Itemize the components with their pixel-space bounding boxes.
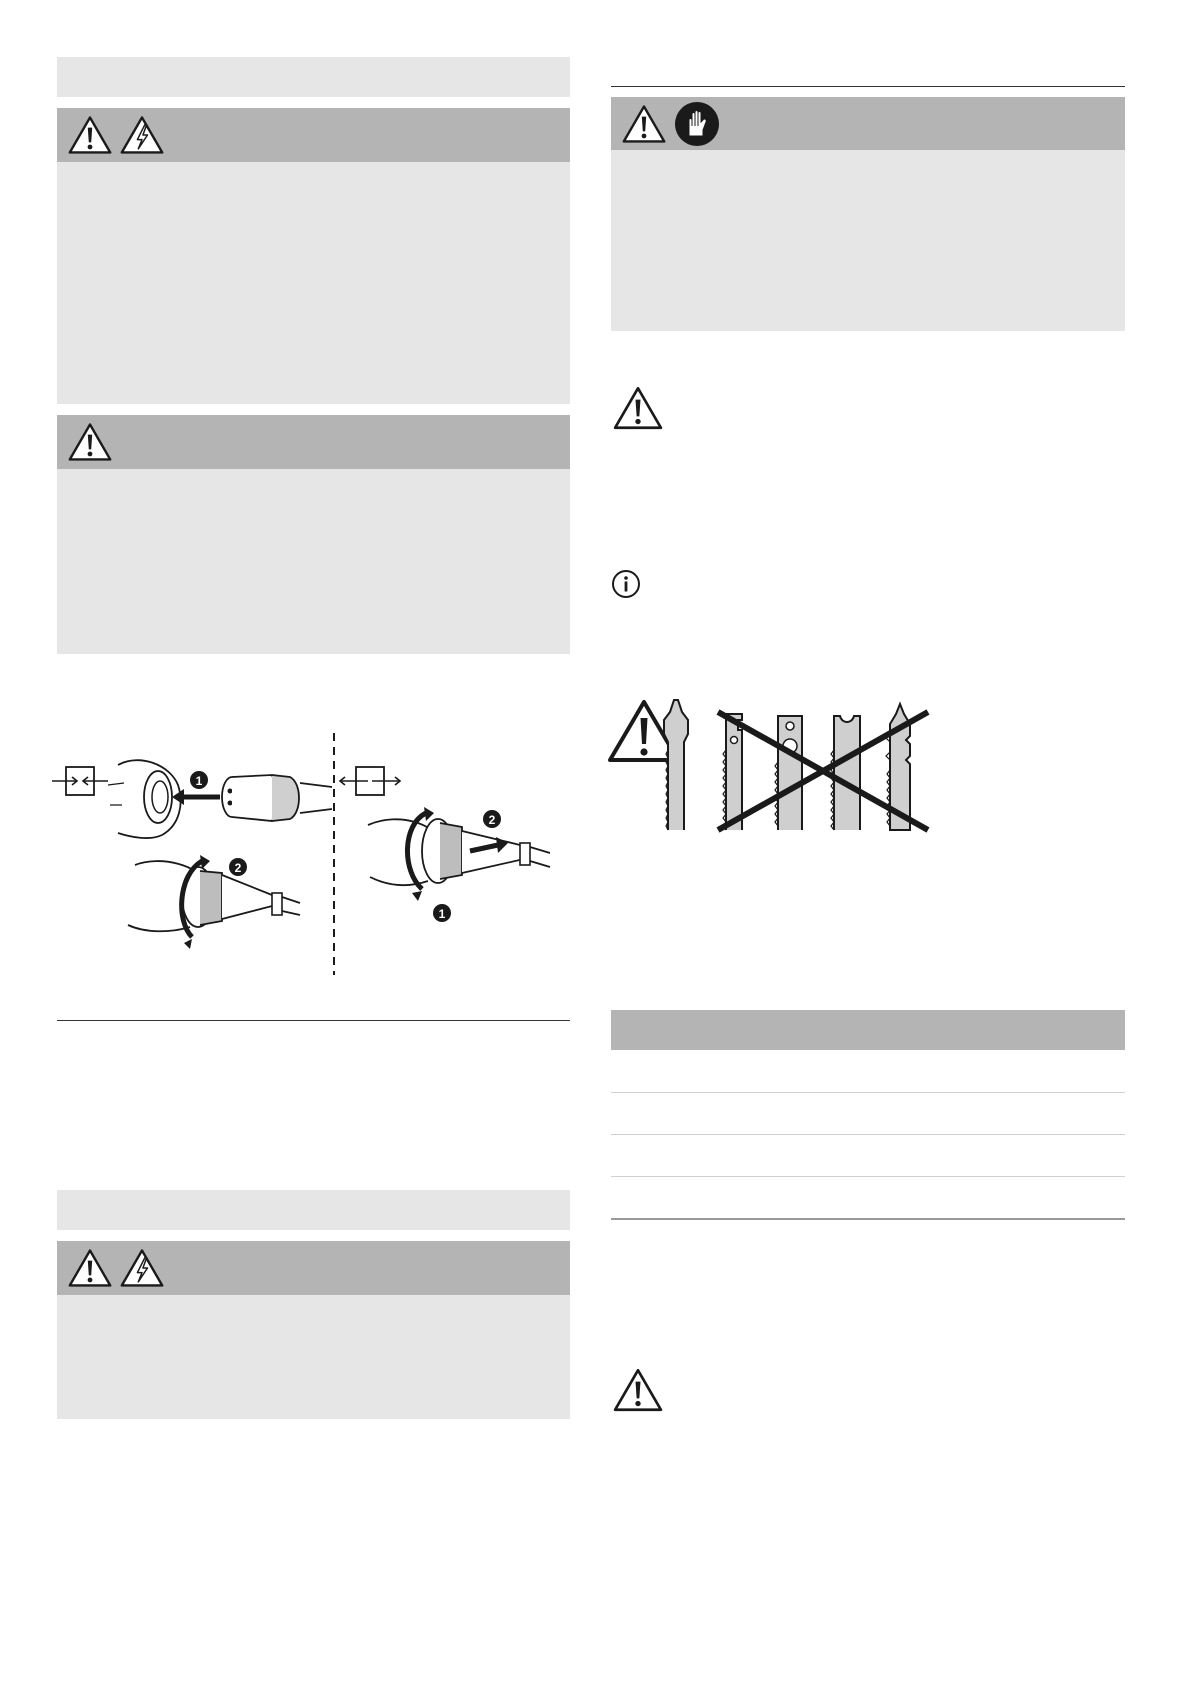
info-icon bbox=[611, 569, 641, 599]
table-row-divider bbox=[611, 1134, 1125, 1135]
table-row bbox=[611, 1097, 1125, 1133]
subsection-text bbox=[57, 1030, 570, 1160]
notched-blade bbox=[831, 716, 860, 830]
cable-plug bbox=[222, 775, 332, 821]
table-row bbox=[611, 1181, 1125, 1217]
electric-shock-icon bbox=[119, 114, 165, 156]
table-row bbox=[611, 1139, 1125, 1175]
section-header-bar-2 bbox=[57, 1190, 570, 1230]
warning-triangle-icon bbox=[67, 1247, 113, 1289]
step-label: 1 bbox=[195, 774, 203, 788]
warning-box-2-body bbox=[57, 469, 570, 654]
section-header-bar bbox=[57, 57, 570, 97]
note-warning-text bbox=[680, 388, 1125, 488]
warning-box-gloves-header bbox=[611, 97, 1125, 150]
warning-triangle-icon bbox=[67, 421, 113, 463]
warning-triangle-icon bbox=[612, 1366, 664, 1414]
warning-box-1-body bbox=[57, 162, 570, 404]
warning-box-1-header bbox=[57, 108, 570, 162]
divider-left bbox=[57, 1020, 570, 1021]
note-info-text bbox=[660, 570, 1125, 630]
wear-gloves-icon bbox=[673, 100, 721, 148]
table-bottom-rule bbox=[611, 1218, 1125, 1220]
table-row-divider bbox=[611, 1092, 1125, 1093]
electric-shock-icon bbox=[119, 1247, 165, 1289]
plug-locked bbox=[128, 855, 300, 949]
t-shank-blade bbox=[664, 700, 688, 830]
warning-triangle-icon bbox=[612, 384, 664, 432]
u-shank-blade bbox=[723, 714, 742, 830]
warning-box-3-header bbox=[57, 1241, 570, 1295]
hole-shank-blade bbox=[775, 716, 802, 830]
connect-plug-icon bbox=[52, 767, 108, 795]
warning-triangle-icon bbox=[621, 103, 667, 145]
figure-blades bbox=[606, 690, 1026, 835]
divider-right-top bbox=[611, 86, 1125, 87]
tool-socket bbox=[108, 760, 181, 838]
figure-cable-plug bbox=[50, 725, 580, 980]
step-label: 2 bbox=[488, 813, 496, 827]
note-warning-2-text bbox=[680, 1370, 1125, 1450]
warning-box-gloves-body bbox=[611, 150, 1125, 331]
step-label: 2 bbox=[234, 861, 242, 875]
table-header bbox=[611, 1010, 1125, 1050]
table-row-divider bbox=[611, 1176, 1125, 1177]
table-row bbox=[611, 1055, 1125, 1091]
warning-triangle-icon bbox=[67, 114, 113, 156]
warning-box-3-body bbox=[57, 1295, 570, 1419]
warning-box-2-header bbox=[57, 415, 570, 469]
step-label: 1 bbox=[438, 907, 446, 921]
plug-unlock bbox=[368, 807, 550, 922]
disconnect-plug-icon bbox=[340, 767, 400, 795]
